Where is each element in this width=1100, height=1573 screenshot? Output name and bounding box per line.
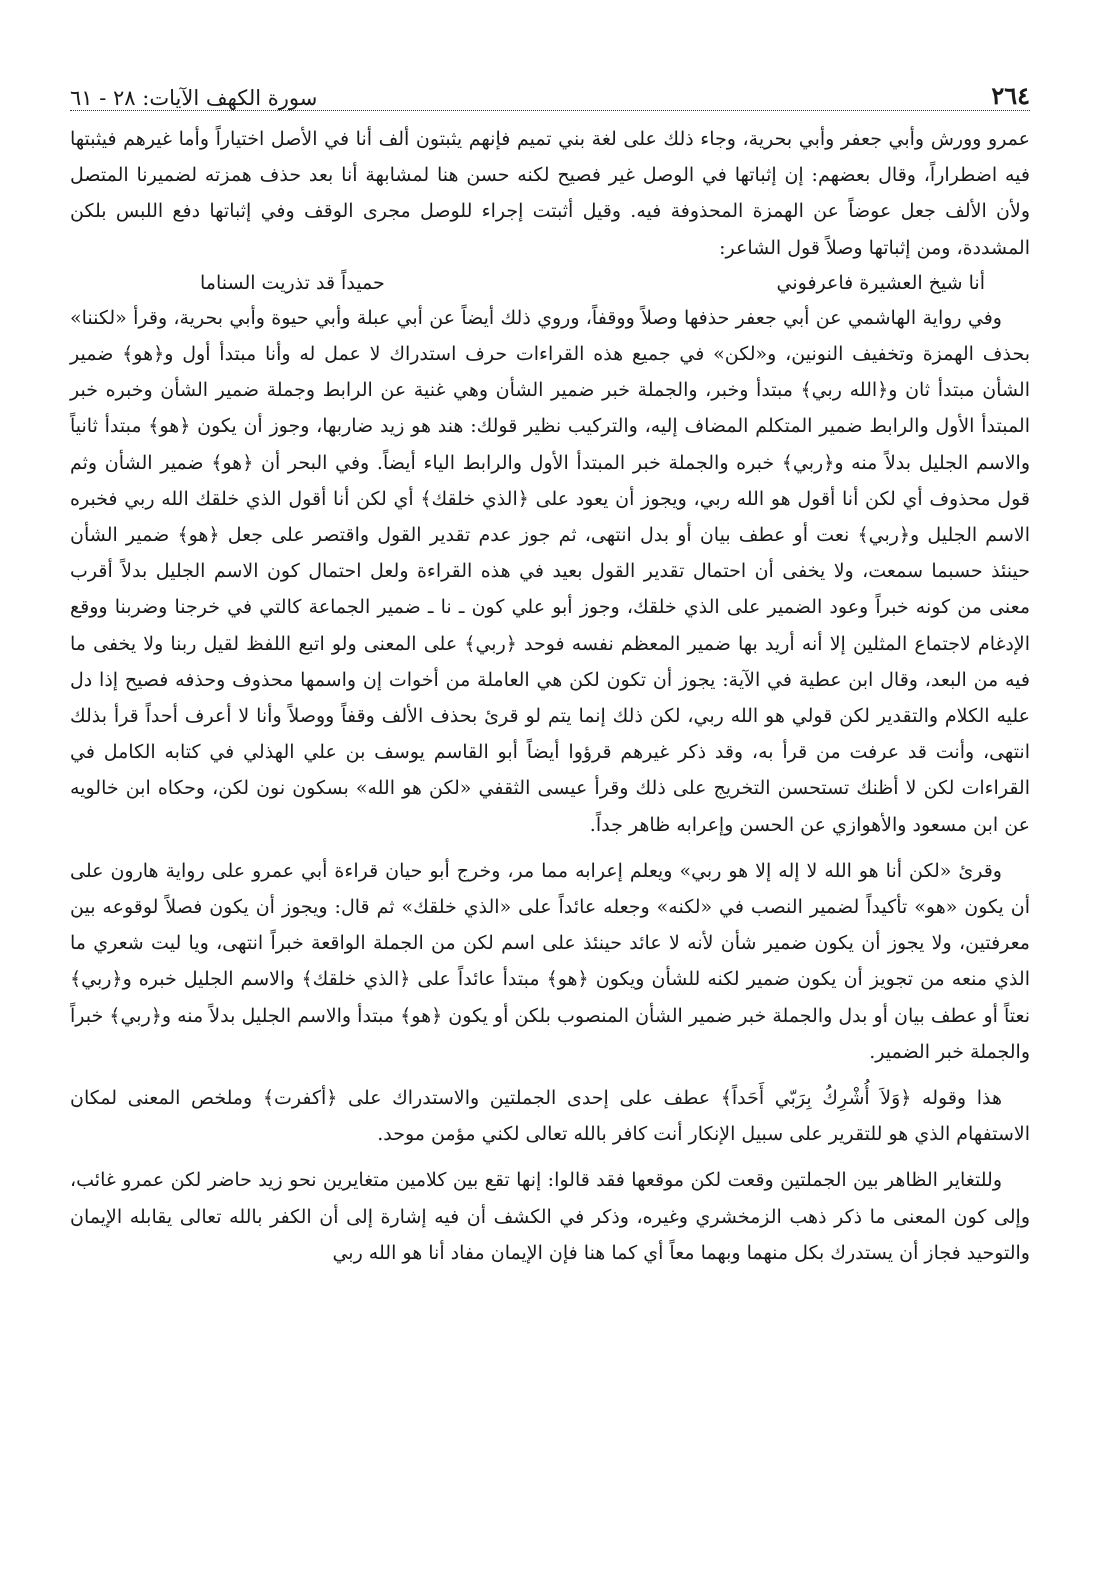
paragraph-5: وللتغاير الظاهر بين الجملتين وقعت لكن موقعها فقد قالوا: إنها تقع بين كلامين متغايرين نحو زيد حاضر لكن عمرو غائب، وإلى كون المعنى ما ذكر ذهب الزمخشري وغيره، وذكر في الكشف أن فيه إشارة إلى أن الكفر بالله تعالى يقابله الإيمان والتوحيد فجاز أن يستدرك بكل منهما وبهما معاً أي كما هنا فإن الإيمان مفاد أنا هو الله ربي [70,1169,1030,1264]
paragraph-3: وقرئ «لكن أنا هو الله لا إله إلا هو ربي» ويعلم إعرابه مما مر، وخرج أبو حيان قراءة أبي عمرو على رواية هارون على أن يكون «هو» تأكيداً لضمير النصب في «لكنه» وجعله عائداً على «الذي خلقك» ثم قال: ويجوز أن يكون فصلاً لوقوعه بين معرفتين، ولا يجوز أن يكون ضمير شأن لأنه لا عائد حينئذ على اسم لكن من الجملة الواقعة خبراً انتهى، ويا ليت شعري ما الذي منعه من تجويز أن يكون ضمير لكنه للشأن ويكون ﴿هو﴾ مبتدأ عائداً على ﴿الذي خلقك﴾ والاسم الجليل خبره و﴿ربي﴾ نعتاً أو عطف بيان أو بدل والجملة خبر ضمير الشأن المنصوب بلكن أو يكون ﴿هو﴾ مبتدأ والاسم الجليل بدلاً منه و﴿ربي﴾ خبراً والجملة خبر الضمير. [70,859,1030,1063]
page-number: ٢٦٤ [991,81,1030,110]
paragraph-4: هذا وقوله ﴿وَلاَ أُشْرِكُ بِرَبّي أَحَداً﴾ عطف على إحدى الجملتين والاستدراك على ﴿أكفرت﴾ وملخص المعنى لمكان الاستفهام الذي هو للتقرير على سبيل الإنكار أنت كافر بالله تعالى لكني مؤمن موحد. [70,1087,1030,1146]
page-header [70,72,1030,111]
verse-first-hemistich: أنا شيخ العشيرة فاعرفوني [776,271,985,294]
paragraph-1: عمرو وورش وأبي جعفر وأبي بحرية، وجاء ذلك على لغة بني تميم فإنهم يثبتون ألف أنا في الأصل اختياراً وأما غيرهم فيثبتها فيه اضطراراً، وقال بعضهم: إن إثباتها في الوصل غير فصيح لكنه حسن هنا لمشابهة أنا بعد حذف همزته لضميرنا المتصل ولأن الألف جعل عوضاً عن الهمزة المحذوفة فيه. وقيل أثبتت إجراء للوصل مجرى الوقف وفي إثباتها دفع اللبس بلكن المشددة، ومن إثباتها وصلاً قول الشاعر: [70,128,1030,259]
book-page [70,72,1030,1271]
running-title: سورة الكهف الآيات: ٢٨ - ٦١ [70,86,318,110]
verse-second-hemistich: حميداً قد تذريت السناما [200,271,385,294]
paragraph-2: وفي رواية الهاشمي عن أبي جعفر حذفها وصلاً ووقفاً، وروي ذلك أيضاً عن أبي عبلة وأبي حيوة وأبي بحرية، وقرأ «لكننا» بحذف الهمزة وتخفيف النونين، و«لكن» في جميع هذه القراءات حرف استدراك لا عمل له وأنا مبتدأ أول و﴿هو﴾ ضمير الشأن مبتدأ ثان و﴿الله ربي﴾ مبتدأ وخبر، والجملة خبر ضمير الشأن وهي غنية عن الرابط وجملة ضمير الشأن وخبره خبر المبتدأ الأول والرابط ضمير المتكلم المضاف إليه، والتركيب نظير قولك: هند هو زيد ضاربها، وجوز أن يكون ﴿هو﴾ مبتدأ ثانياً والاسم الجليل بدلاً منه و﴿ربي﴾ خبره والجملة خبر المبتدأ الأول والرابط الياء أيضاً. وفي البحر أن ﴿هو﴾ ضمير الشأن وثم قول محذوف أي لكن أنا أقول هو الله ربي، ويجوز أن يعود على ﴿الذي خلقك﴾ أي لكن أنا أقول الذي خلقك الله ربي فخبره الاسم الجليل و﴿ربي﴾ نعت أو عطف بيان أو بدل انتهى، ثم جوز عدم تقدير القول واقتصر على جعل ﴿هو﴾ ضمير الشأن حينئذ حسبما سمعت، ولا يخفى أن احتمال تقدير القول بعيد في هذه القراءة ولعل احتمال كون الاسم الجليل بدلاً أقرب معنى من كونه خبراً وعود الضمير على الذي خلقك، وجوز أبو علي كون ـ نا ـ ضمير الجماعة كالتي في خرجنا وضربنا ووقع الإدغام لاجتماع المثلين إلا أنه أريد بها ضمير المعظم نفسه فوحد ﴿ربي﴾ على المعنى ولو اتبع اللفظ لقيل ربنا ولا يخفى ما فيه من البعد، وقال ابن عطية في الآية: يجوز أن تكون لكن هي العاملة من أخوات إن واسمها محذوف وحذفه فصيح إذا دل عليه الكلام والتقدير لكن قولي هو الله ربي، لكن ذلك إنما يتم لو قرئ بحذف الألف وقفاً ووصلاً وأنا لا أعرف أحداً قرأ بذلك انتهى، وأنت قد عرفت من قرأ به، وقد ذكر غيرهم قرؤوا أيضاً أبو القاسم يوسف بن علي الهذلي في كتابه الكامل في القراءات لكن لا أظنك تستحسن التخريج على ذلك وقرأ عيسى الثقفي «لكن هو الله» بسكون نون لكن، وحكاه ابن خالويه عن ابن مسعود والأهوازي عن الحسن وإعرابه ظاهر جداً. [70,306,1030,836]
poetry-verse [70,266,1030,300]
